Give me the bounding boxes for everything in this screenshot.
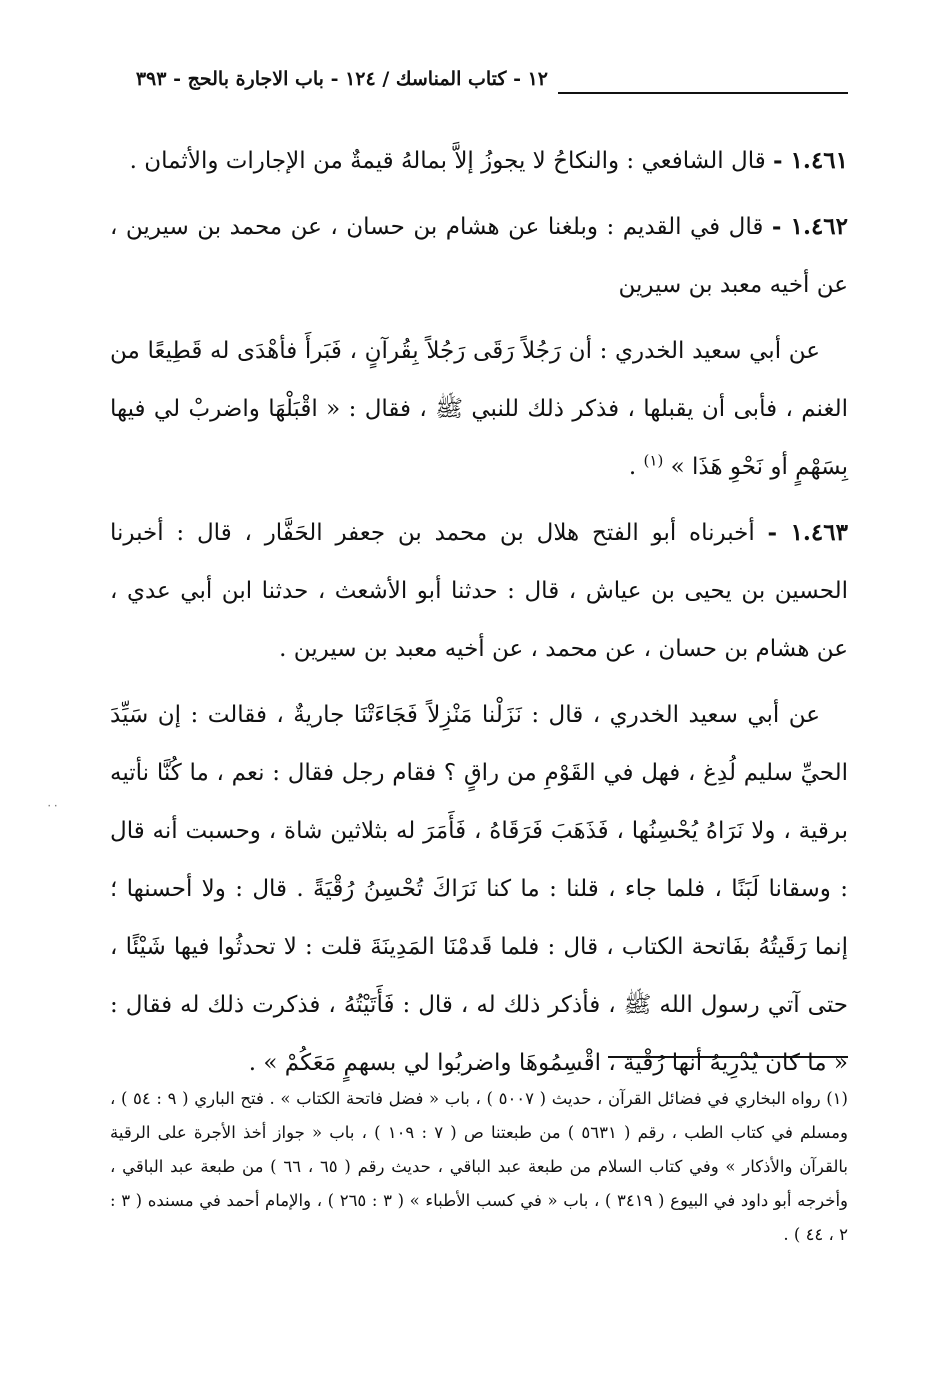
main-text (110, 132, 848, 1100)
margin-mark: ٠٠ (46, 798, 59, 812)
paragraph-text: قال في القديم : وبلغنا عن هشام بن حسان ، عن محمد بن سيرين ، عن أخيه معبد بن سيرين (110, 214, 848, 298)
paragraph-tail: . (628, 454, 644, 480)
paragraph-text: عن أبي سعيد الخدري : أن رَجُلاً رَقَى رَجُلاً بِقُرآنٍ ، فَبَرأَ فأهْدَى له قَطِيعًا من الغنم ، فأبى أن يقبلها ، فذكر ذلك للنبي ﷺ ، فقال : « اقْبَلْهَا واضربْ لي فيها بِسَهْمٍ أو نَحْوِ هَذَا » (110, 338, 848, 480)
paragraph-hadith-1 (110, 322, 848, 496)
paragraph-hadith-2 (110, 686, 848, 1092)
footnote-rule (608, 1056, 848, 1058)
paragraph-text: قال الشافعي : والنكاحُ لا يجوزُ إلاَّ بمالهُ قيمةٌ من الإجارات والأثمان . (129, 148, 774, 174)
paragraph-number: ١.٤٦٢ - (771, 213, 849, 240)
paragraph-1463 (110, 504, 848, 678)
page-header (100, 62, 848, 102)
running-title: ١٢ - كتاب المناسك / ١٢٤ - باب الاجارة بالحج - ٣٩٣ (135, 68, 548, 90)
paragraph-1461 (110, 132, 848, 190)
paragraph-text: أخبرناه أبو الفتح هلال بن محمد بن جعفر الحَفَّار ، قال : أخبرنا الحسين بن يحيى بن عياش ، قال : حدثنا أبو الأشعث ، حدثنا ابن أبي عدي ، عن هشام بن حسان ، عن محمد ، عن أخيه معبد بن سيرين . (110, 520, 848, 662)
header-rule (558, 92, 848, 94)
paragraph-1462 (110, 198, 848, 314)
footnote-marker: (١) (643, 451, 664, 470)
paragraph-number: ١.٤٦٣ - (767, 519, 848, 546)
paragraph-number: ١.٤٦١ - (773, 147, 848, 174)
paragraph-text: عن أبي سعيد الخدري ، قال : نَزَلْنا مَنْزِلاً فَجَاءَتْنَا جاريةٌ ، فقالت : إن سَيِّدَ الحيِّ سليم لُدِغ ، فهل في القَوْمِ من راقٍ ؟ فقام رجل فقال : نعم ، ما كُنَّا نأتيه برقية ، ولا نَرَاهُ يُحْسِنُها ، فَذَهَبَ فَرَقَاهُ ، فَأَمَرَ له بثلاثين شاة ، وحسبت أنه قال : وسقانا لَبَنًا ، فلما جاء ، قلنا : ما كنا نَرَاكَ تُحْسِنُ رُقْيَةً . قال : ولا أحسنها ؛ إنما رَقَيتُهُ بفَاتحة الكتاب ، قال : فلما قَدمْنَا المَدِينَةَ قلت : لا تحدثُوا فيها شَيْئًا ، حتى آتي رسول الله ﷺ ، فأذكر ذلك له ، قال : فَأَتَيْتُهُ ، فذكرت ذلك له فقال : « ما كان يُدْرِيهُ أنها رُقْية ، اقْسِمُوهَا واضربُوا لي بسهمٍ مَعَكُمْ » . (110, 702, 848, 1076)
footnotes (110, 1082, 848, 1260)
footnote-1: (١) رواه البخاري في فضائل القرآن ، حديث ( ٥٠٠٧ ) ، باب « فضل فاتحة الكتاب » . فتح الباري ( ٩ : ٥٤ ) ، ومسلم في كتاب الطب ، رقم ( ٥٦٣١ ) من طبعتنا ص ( ٧ : ١٠٩ ) ، باب « جواز أخذ الأجرة على الرقية بالقرآن والأذكار » وفي كتاب السلام من طبعة عبد الباقي ، حديث رقم ( ٦٥ ، ٦٦ ) من طبعة عبد الباقي ، وأخرجه أبو داود في البيوع ( ٣٤١٩ ) ، باب « في كسب الأطباء » ( ٣ : ٢٦٥ ) ، والإمام أحمد في مسنده ( ٣ : ٢ ، ٤٤ ) . (110, 1089, 848, 1244)
